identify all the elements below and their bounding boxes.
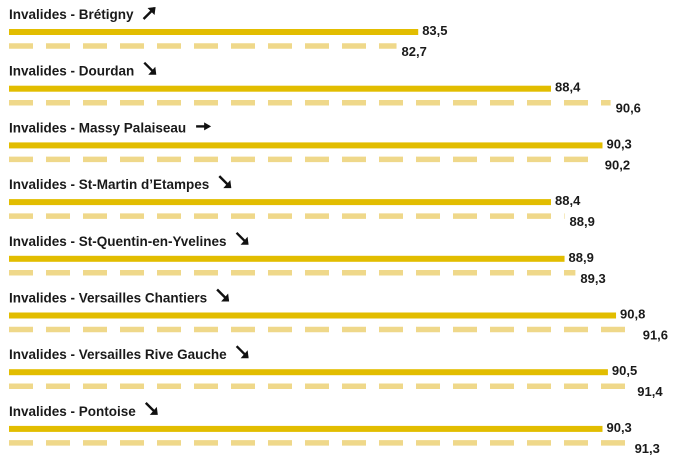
solid-value-label: 88,4 [555,79,581,95]
route-label: Invalides - Versailles Rive Gauche [9,347,227,363]
dashed-value-label: 88,9 [569,214,595,230]
route-label: Invalides - Pontoise [9,403,136,419]
dashed-value-label: 89,3 [580,270,606,286]
solid-value-label: 83,5 [422,23,448,38]
dashed-value-label: 91,6 [642,327,669,343]
solid-bar [9,199,551,205]
solid-bar [9,86,551,92]
solid-value-label: 90,3 [606,419,632,435]
route-label: Invalides - Brétigny [9,7,134,22]
solid-bar [9,29,418,35]
trend-arrow-icon [144,63,156,75]
trend-arrow-icon [219,176,231,188]
solid-bar [9,313,616,319]
trend-arrow-icon [144,7,156,19]
dashed-value-label: 91,3 [634,440,660,456]
route-label: Invalides - Dourdan [9,63,135,79]
trend-arrow-icon [237,233,249,245]
solid-bar [9,369,608,375]
trend-arrow-icon [146,403,158,415]
solid-bar [9,256,565,262]
route-label: Invalides - St-Martin d’Etampes [9,177,210,193]
route-label: Invalides - Massy Palaiseau [9,120,187,136]
dashed-value-label: 91,4 [637,384,663,400]
solid-value-label: 88,4 [555,193,581,209]
solid-value-label: 90,8 [620,306,646,322]
trend-arrow-icon [237,346,249,358]
route-label: Invalides - St-Quentin-en-Yvelines [9,233,227,249]
solid-value-label: 90,5 [611,363,638,379]
solid-bar [9,142,602,148]
solid-value-label: 90,3 [606,136,632,152]
solid-bar [9,426,602,432]
route-label: Invalides - Versailles Chantiers [9,290,208,306]
dashed-value-label: 82,7 [401,44,427,59]
dashed-value-label: 90,6 [615,100,641,116]
solid-value-label: 88,9 [568,249,594,265]
dashed-value-label: 90,2 [604,157,631,173]
trend-arrow-icon [217,290,229,302]
trend-arrow-icon [196,122,211,130]
